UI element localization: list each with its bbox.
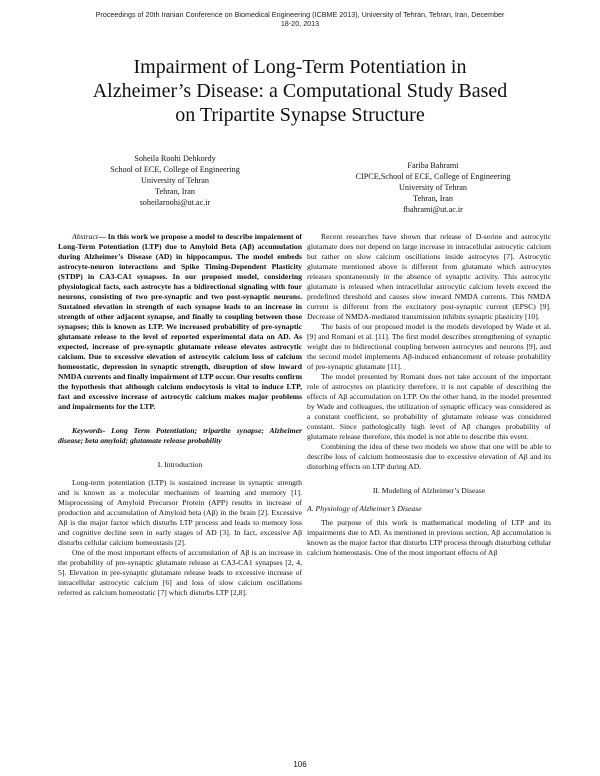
page-number: 106 <box>293 760 307 769</box>
abstract <box>58 232 302 412</box>
author-name: Fariba Bahrami <box>407 161 459 170</box>
abstract-lead: Abstract <box>72 232 99 241</box>
author-city: Tehran, Iran <box>155 187 195 196</box>
body-paragraph-1: Recent researches have shown that release of D-serine and astrocytic glutamate does not depend on large increase in intracellular astrocytic calcium but rather on slow calcium oscillations inside astrocytes [7]. Astrocytic glutamate mentioned above is different from glutamate which astrocytes releases spontaneously in the absence of synaptic activity. This astrocytic glutamate is released when intracellular astrocytic calcium levels exceed the predefined threshold and causes slow inward NMDA currents. This NMDA current is different from the excitatory post-synaptic current (EPSC) [9]. Decrease of NMDA-mediated transmission inhibits synaptic plasticity [10]. <box>307 232 551 321</box>
author-email: fbahrami@ut.ac.ir <box>403 205 463 214</box>
section-2-heading: II. Modeling of Alzheimer’s Disease <box>372 486 486 495</box>
intro-paragraph-1: Long-term potentiation (LTP) is sustained increase in synaptic strength and is known as a molecular mechanism of learning and memory [1]. Misprocessing of Amyloid Precursor Protein (APP) results in increase of production and accumulation of Amyloid beta (Aβ) in the brain [2]. Excessive Aβ is the major factor which disturbs LTP process and leads to memory loss and cognitive decline seen in early stages of AD [3]. In fact, excessive Aβ disturbs cellular calcium homeostasis [2]. <box>58 478 302 547</box>
body-paragraph-3: The model presented by Romani does not take account of the important role of astrocytes on plasticity therefore, it is not capable of describing the effects of Aβ accumulation on LTP. On the other hand, in the model presented by Wade and colleagues, the utilization of synaptic efficacy was considered as a constant coefficient, so probability of glutamate release was considered constant. Since pathologically high level of Aβ changes probability of glutamate release therefore, this model is not able to describe this event. <box>307 372 551 441</box>
title-line-2: Alzheimer’s Disease: a Computational Study Based <box>92 80 508 102</box>
abstract-text: — In this work we propose a model to describe impairment of Long-Term Potentiation (LTP) due to Amyloid Beta (Aβ) accumulation during Alzheimer’s Disease (AD) in hippocampus. The model embeds astrocyte-neuron interactions and Spike Timing-Dependent Plasticity (STDP) in CA3-CA1 synapses. In our proposed model, considering physiological facts, each astrocyte has a bidirectional signaling with four neurons, consisting of two pre-synaptic and two post-synaptic neurons. Sustained elevation in strength of each synapse leads to an increase in strength of other adjacent synapse, and finally to coupling between those synapses; this is known as LTP. We increased probability of pre-synaptic glutamate release to the level of reported experimental data on AD. As expected, increase of pre-synaptic glutamate release elevates astrocytic calcium. Due to excessive elevation of astrocytic calcium loss of calcium homeostatic, depression in synaptic strength, disruption of slow inward NMDA currents and finally impairment of LTP occur. Our results confirm the hypothesis that although calcium endocytosis is vital to induce LTP, fast and excessive increase of astrocytic calcium makes major problems and impairments for the LTP. <box>58 232 302 411</box>
intro-paragraph-2: One of the most important effects of accumulation of Aβ is an increase in the probability of pre-synaptic glutamate release at CA3-CA1 synapses [2, 4, 5]. Elevation in pre-synaptic glutamate release leads to excessive increase of intracellular astrocytic calcium [6] and loss of slow calcium oscillations referred as calcium homeostatic [7] which disturbs LTP [2,8]. <box>58 548 302 597</box>
author-dept: CIPCE,School of ECE, College of Engineering <box>355 172 511 181</box>
title-line-3: on Tripartite Synapse Structure <box>175 104 425 126</box>
author-email: soheilaroohi@ut.ac.ir <box>139 198 211 207</box>
proceedings-line-1: Proceedings of 20th Iranian Conference on Biomedical Engineering (ICBME 2013), University of Tehran, Tehran, Iran, December <box>95 10 505 19</box>
section-2-paragraph: The purpose of this work is mathematical modeling of LTP and its impairments due to AD. As mentioned in previous section, Aβ accumulation is known as the major factor that disturbs LTP process through disturbing cellular calcium homeostasis. One of the most important effects of Aβ <box>307 518 551 557</box>
author-city: Tehran, Iran <box>413 194 453 203</box>
right-column <box>307 232 551 558</box>
body-paragraph-2: The basis of our proposed model is the models developed by Wade et al. [9] and Romani et al. [11]. The first model describes strengthening of synaptic weight due to bidirectional coupling between astrocytes and neurons [9], and the second model implements Aβ-induced enhancement of release probability of pre-synaptic glutamate [11]. <box>307 322 551 371</box>
author-block-1 <box>70 153 280 208</box>
author-dept: School of ECE, College of Engineering <box>110 165 240 174</box>
author-univ: University of Tehran <box>141 176 209 185</box>
left-column <box>58 232 302 598</box>
section-1-heading: I. Introduction <box>157 460 203 469</box>
subsection-a-heading: A. Physiology of Alzheimer’s Disease <box>307 504 422 513</box>
paper-title <box>70 55 530 127</box>
keywords: Keywords- Long Term Potentiation; tripartite synapse; Alzheimer disease; beta amyloid; glutamate release probability <box>58 426 302 445</box>
proceedings-line-2: 18-20, 2013 <box>280 19 320 28</box>
author-univ: University of Tehran <box>399 183 467 192</box>
proceedings-header <box>60 10 540 28</box>
title-line-1: Impairment of Long-Term Potentiation in <box>133 56 467 78</box>
author-name: Soheila Roohi Dehkordy <box>134 154 216 163</box>
author-block-2 <box>318 160 548 215</box>
body-paragraph-4: Combining the idea of these two models we show that one will be able to describe loss of calcium homeostasis due to excessive elevation of Aβ and its disturbing effects on LTP during AD. <box>307 442 551 471</box>
